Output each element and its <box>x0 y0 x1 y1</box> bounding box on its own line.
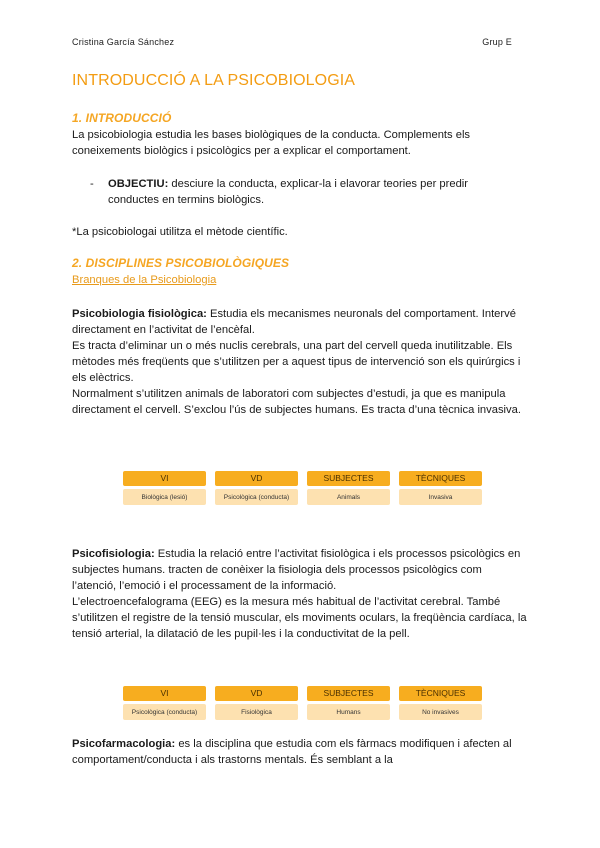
table-header-cell: VD <box>215 686 298 701</box>
table-column <box>215 471 298 505</box>
objective-text: desciure la conducta, explicar-la i elavorar teories per predir conductes en termins biològics. <box>108 178 469 206</box>
psicofisiologia-text: Estudia la relació entre l’activitat fisiològica i els processos psicològics en subjectes humans. tracten de conèixer la fisiologia dels processos psicològics com l’atenció, l’emoció i el processament de la informació. <box>72 548 521 592</box>
fisiologica-text: Estudia els mecanismes neuronals del comportament. Intervé directament en l’activitat de l’encèfal. <box>72 308 516 336</box>
table-value-cell: Psicològica (conducta) <box>215 489 298 505</box>
author-name: Cristina García Sánchez <box>72 37 175 47</box>
bullet-content <box>108 176 510 208</box>
psicofisiologia-label: Psicofisiologia: <box>72 548 155 560</box>
table-header-cell: VD <box>215 471 298 486</box>
table-header-cell: VI <box>123 686 206 701</box>
table-header-cell: VI <box>123 471 206 486</box>
table-header-cell: SUBJECTES <box>307 686 390 701</box>
intro-paragraph: La psicobiologia estudia les bases biològiques de la conducta. Complements els coneixements biològics i psicològics per a explicar el comportament. <box>72 129 471 157</box>
objective-label: OBJECTIU: <box>108 178 169 190</box>
table-column <box>307 471 390 505</box>
method-note: *La psicobiologai utilitza el mètode científic. <box>72 226 288 238</box>
table-column <box>123 471 206 505</box>
table-column <box>399 471 482 505</box>
document-title: INTRODUCCIÓ A LA PSICOBIOLOGIA <box>72 72 356 89</box>
psicobiologia-fisiologica-paragraph <box>72 306 527 418</box>
table-fisiologica <box>123 471 482 505</box>
section-heading-disciplines: 2. DISCIPLINES PSICOBIOLÒGIQUES <box>72 256 290 270</box>
bullet-dash: - <box>90 178 94 190</box>
psicofisiologia-p2: L’electroencefalograma (EEG) es la mesura més habitual de l’activitat cerebral. També s’utilitzen el registre de la tensió muscular, els moviments oculars, la freqüència cardíaca, la tensió arterial, la dilatació de les pupil·les i la conductivitat de la pell. <box>72 596 527 640</box>
psicofisiologia-paragraph <box>72 546 527 642</box>
objective-bullet <box>90 176 510 208</box>
table-value-cell: Psicològica (conducta) <box>123 704 206 720</box>
psicofarmacologia-paragraph <box>72 736 527 768</box>
table-header-cell: SUBJECTES <box>307 471 390 486</box>
table-value-cell: No invasives <box>399 704 482 720</box>
branques-link[interactable]: Branques de la Psicobiologia <box>72 274 217 286</box>
table-header-cell: TÈCNIQUES <box>399 471 482 486</box>
fisiologica-p3: Normalment s’utilitzen animals de laboratori com subjectes d’estudi, ja que es manipula directament el cervell. S’exclou l’ús de subjectes humans. Es tracta d’una tècnica invasiva. <box>72 388 521 416</box>
table-value-cell: Humans <box>307 704 390 720</box>
table-column <box>123 686 206 720</box>
psicofarmacologia-label: Psicofarmacologia: <box>72 738 176 750</box>
table-value-cell: Invasiva <box>399 489 482 505</box>
table-column <box>399 686 482 720</box>
section-heading-introduccio: 1. INTRODUCCIÓ <box>72 111 172 125</box>
table-value-cell: Fisiològica <box>215 704 298 720</box>
table-header-cell: TÈCNIQUES <box>399 686 482 701</box>
table-column <box>215 686 298 720</box>
table-column <box>307 686 390 720</box>
fisiologica-p2: Es tracta d’eliminar un o més nuclis cerebrals, una part del cervell queda inutilitzable. Els mètodes més freqüents que s’utilitzen per a aquest tipus de intervenció son els quirúrgics i els elèctrics. <box>72 340 521 384</box>
fisiologica-label: Psicobiologia fisiològica: <box>72 308 207 320</box>
table-value-cell: Biològica (lesió) <box>123 489 206 505</box>
table-value-cell: Animals <box>307 489 390 505</box>
table-psicofisiologia <box>123 686 482 720</box>
psicofarmacologia-text: es la disciplina que estudia com els fàrmacs modifiquen i afecten al comportament/conducta i als trastorns mentals. És semblant a la <box>72 738 512 766</box>
group-label: Grup E <box>482 37 512 47</box>
page-header <box>72 37 512 47</box>
